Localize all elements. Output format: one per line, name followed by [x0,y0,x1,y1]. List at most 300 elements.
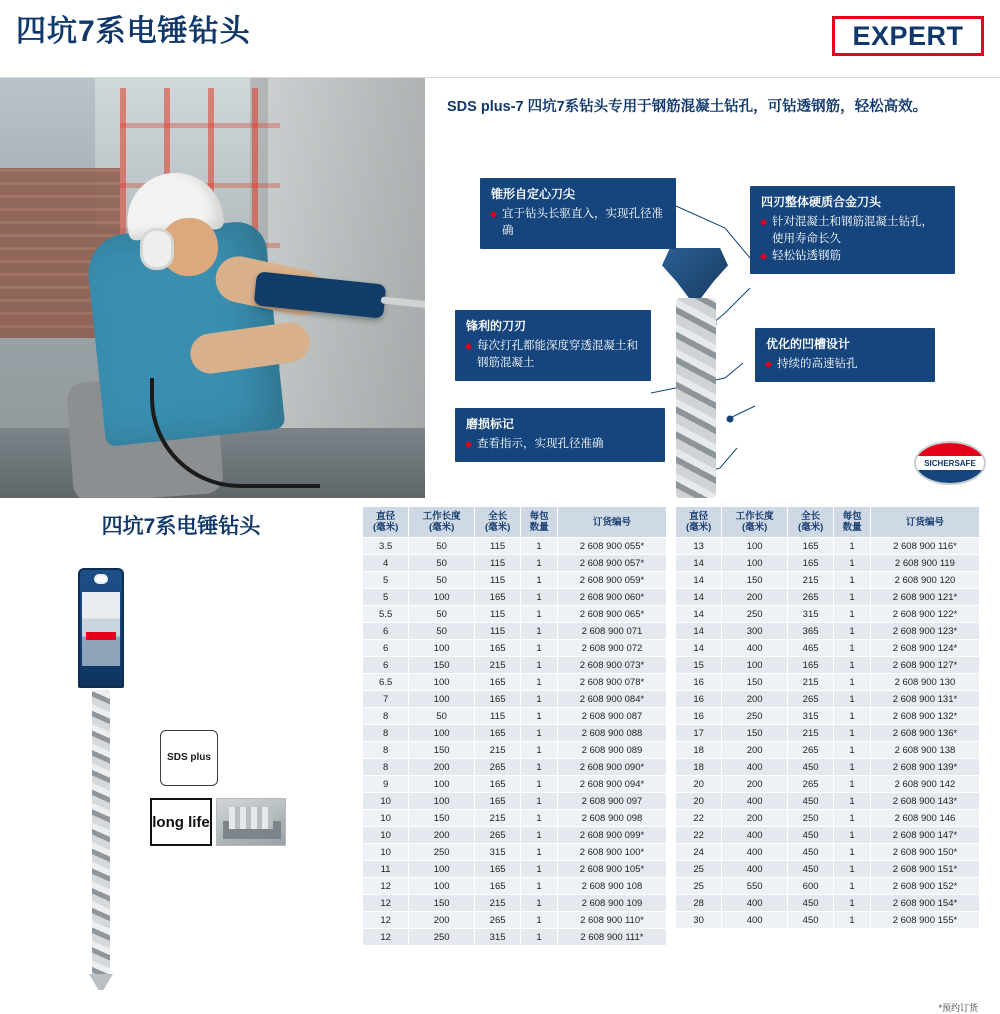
cell-value: 115 [474,555,520,572]
cell-value: 1 [521,861,558,878]
cell-order-number: 2 608 900 071 [557,623,666,640]
hero-info [425,78,1000,498]
table-row [676,725,980,742]
cell-value: 1 [521,742,558,759]
table-row [363,793,667,810]
cell-value: 315 [474,844,520,861]
cell-value: 1 [834,895,871,912]
cell-order-number: 2 608 900 155* [870,912,979,929]
cell-value: 1 [834,623,871,640]
cell-value: 115 [474,538,520,555]
cell-value: 20 [676,776,722,793]
cell-value: 1 [834,878,871,895]
cell-value: 14 [676,589,722,606]
table-row [363,708,667,725]
cell-value: 200 [409,827,475,844]
cell-value: 100 [409,776,475,793]
product-image [0,540,362,980]
cell-value: 14 [676,606,722,623]
table-row [363,538,667,555]
table-row [676,827,980,844]
table-row [676,708,980,725]
cell-value: 400 [722,759,788,776]
cell-value: 16 [676,708,722,725]
cell-value: 450 [787,861,833,878]
cell-order-number: 2 608 900 123* [870,623,979,640]
table-row [363,691,667,708]
cell-value: 165 [787,657,833,674]
cell-order-number: 2 608 900 110* [557,912,666,929]
cell-value: 1 [834,708,871,725]
cell-order-number: 2 608 900 097 [557,793,666,810]
cell-value: 115 [474,708,520,725]
table-row [363,912,667,929]
col-working-length: 工作长度 (毫米) [409,507,475,538]
cell-value: 1 [521,623,558,640]
cell-value: 20 [676,793,722,810]
cell-value: 365 [787,623,833,640]
cell-value: 100 [722,555,788,572]
cell-value: 400 [722,912,788,929]
cell-value: 165 [474,691,520,708]
cell-value: 315 [787,606,833,623]
cell-order-number: 2 608 900 143* [870,793,979,810]
cell-value: 1 [521,606,558,623]
col-working-length: 工作长度 (毫米) [722,507,788,538]
callout-bullet: 每次打孔都能深度穿透混凝土和钢筋混凝土 [466,338,640,372]
callout-bullet: 轻松钻透钢筋 [761,248,944,265]
cell-order-number: 2 608 900 121* [870,589,979,606]
cell-value: 450 [787,895,833,912]
cell-value: 115 [474,606,520,623]
product-pane [0,498,362,1000]
cell-order-number: 2 608 900 151* [870,861,979,878]
cell-value: 1 [834,827,871,844]
cell-value: 1 [521,844,558,861]
cell-value: 115 [474,623,520,640]
cell-value: 215 [787,725,833,742]
col-order-number: 订货编号 [870,507,979,538]
table-row [363,623,667,640]
cell-value: 1 [834,742,871,759]
cell-order-number: 2 608 900 124* [870,640,979,657]
cell-order-number: 2 608 900 105* [557,861,666,878]
cell-value: 150 [409,895,475,912]
cell-value: 115 [474,572,520,589]
cell-value: 100 [409,589,475,606]
callout-edges [455,310,651,381]
table-row [363,759,667,776]
callout-tip [480,178,676,249]
lower-section [0,498,1000,1013]
brand-label: EXPERT [852,20,964,51]
cell-value: 1 [521,827,558,844]
page-title: 四坑7系电锤钻头 [16,15,251,48]
cell-value: 315 [474,929,520,946]
cell-value: 1 [834,691,871,708]
cell-value: 1 [834,759,871,776]
table-row [676,657,980,674]
cell-value: 6 [363,640,409,657]
callout-bullet: 针对混凝土和钢筋混凝土钻孔，使用寿命长久 [761,214,944,248]
cell-value: 215 [474,657,520,674]
cell-value: 400 [722,844,788,861]
cell-value: 1 [521,640,558,657]
cell-value: 50 [409,606,475,623]
cell-value: 400 [722,793,788,810]
cell-value: 10 [363,844,409,861]
cell-order-number: 2 608 900 057* [557,555,666,572]
cell-value: 16 [676,691,722,708]
cell-value: 22 [676,827,722,844]
cell-value: 165 [474,776,520,793]
table-row [676,895,980,912]
col-total-length: 全长 (毫米) [474,507,520,538]
cell-value: 215 [787,572,833,589]
callout-carbide-head [750,186,955,274]
cell-value: 1 [834,555,871,572]
cell-value: 450 [787,912,833,929]
table-row [363,878,667,895]
cell-order-number: 2 608 900 142 [870,776,979,793]
cell-value: 1 [521,674,558,691]
cell-value: 215 [474,742,520,759]
cell-value: 100 [409,674,475,691]
cell-value: 8 [363,708,409,725]
table-row [363,895,667,912]
cell-value: 18 [676,759,722,776]
table-row [676,589,980,606]
cell-order-number: 2 608 900 119 [870,555,979,572]
product-drill-bit [92,690,110,980]
table-row [363,929,667,946]
cell-value: 165 [474,640,520,657]
table-row [363,742,667,759]
spec-table-left [362,506,667,946]
cell-order-number: 2 608 900 090* [557,759,666,776]
callout-bullet: 查看指示，实现孔径准确 [466,436,654,453]
table-row [363,555,667,572]
cell-order-number: 2 608 900 132* [870,708,979,725]
cell-value: 5 [363,572,409,589]
cell-order-number: 2 608 900 060* [557,589,666,606]
table-header-row [363,507,667,538]
cell-value: 165 [474,725,520,742]
brand-logo [832,16,984,56]
cell-value: 16 [676,674,722,691]
cell-value: 1 [834,674,871,691]
table-row [363,572,667,589]
cell-value: 5.5 [363,606,409,623]
cell-value: 1 [834,912,871,929]
cell-value: 450 [787,827,833,844]
cell-order-number: 2 608 900 154* [870,895,979,912]
cell-value: 315 [787,708,833,725]
cell-value: 165 [474,861,520,878]
cell-value: 265 [787,742,833,759]
cell-order-number: 2 608 900 109 [557,895,666,912]
cell-value: 9 [363,776,409,793]
cell-value: 100 [409,725,475,742]
cell-value: 1 [521,538,558,555]
cell-value: 1 [521,572,558,589]
cell-value: 1 [834,844,871,861]
cell-value: 22 [676,810,722,827]
table-row [676,776,980,793]
cell-value: 200 [722,742,788,759]
table-row [676,691,980,708]
spec-table-right-wrap [675,506,980,1013]
cell-order-number: 2 608 900 098 [557,810,666,827]
callout-title: 优化的凹槽设计 [766,337,851,351]
cell-value: 28 [676,895,722,912]
table-row [363,606,667,623]
table-row [676,810,980,827]
cell-order-number: 2 608 900 130 [870,674,979,691]
table-row [676,640,980,657]
callout-title: 锥形自定心刀尖 [491,187,576,201]
callout-bullet: 持续的高速钻孔 [766,356,924,373]
cell-order-number: 2 608 900 127* [870,657,979,674]
cell-value: 215 [474,895,520,912]
spec-table-right-body [676,538,980,929]
cell-value: 1 [521,555,558,572]
table-header-row [676,507,980,538]
col-pack-qty: 每包 数量 [834,507,871,538]
machine-thumbnail [216,798,286,846]
table-row [363,657,667,674]
cell-value: 1 [521,912,558,929]
spec-table-right [675,506,980,929]
cell-value: 450 [787,844,833,861]
cell-value: 165 [474,793,520,810]
cell-value: 1 [521,878,558,895]
cell-value: 50 [409,572,475,589]
cell-value: 50 [409,538,475,555]
sds-plus-badge [160,730,218,786]
sds-plus-label: SDS plus [167,752,211,763]
cell-value: 100 [722,657,788,674]
long-life-label: long life [152,813,210,831]
cell-value: 550 [722,878,788,895]
cell-value: 50 [409,623,475,640]
cell-order-number: 2 608 900 084* [557,691,666,708]
table-row [363,861,667,878]
sichersafe-seal [914,438,986,488]
cell-value: 215 [474,810,520,827]
cell-value: 165 [787,555,833,572]
cell-value: 1 [834,810,871,827]
package-hang-hole [94,574,108,584]
cell-value: 100 [409,640,475,657]
cell-value: 100 [409,691,475,708]
cell-order-number: 2 608 900 055* [557,538,666,555]
cell-order-number: 2 608 900 078* [557,674,666,691]
cell-value: 450 [787,793,833,810]
cell-value: 150 [409,657,475,674]
cell-value: 15 [676,657,722,674]
callout-title: 磨损标记 [466,417,515,431]
cell-value: 1 [834,793,871,810]
col-pack-qty: 每包 数量 [521,507,558,538]
cell-value: 3.5 [363,538,409,555]
cell-value: 150 [722,725,788,742]
cell-value: 1 [834,861,871,878]
cell-value: 12 [363,912,409,929]
cell-value: 24 [676,844,722,861]
cell-value: 11 [363,861,409,878]
spec-table-left-wrap [362,506,667,1000]
cell-value: 1 [834,589,871,606]
col-total-length: 全长 (毫米) [787,507,833,538]
page-header [0,0,1000,78]
cell-value: 465 [787,640,833,657]
cell-value: 18 [676,742,722,759]
table-row [676,793,980,810]
cell-value: 250 [409,929,475,946]
cell-value: 1 [521,657,558,674]
table-row [363,827,667,844]
table-row [363,589,667,606]
cell-value: 1 [834,606,871,623]
cell-value: 265 [787,691,833,708]
cell-order-number: 2 608 900 065* [557,606,666,623]
cell-value: 1 [521,810,558,827]
table-row [676,623,980,640]
cell-value: 1 [834,538,871,555]
cell-value: 265 [474,827,520,844]
cell-order-number: 2 608 900 139* [870,759,979,776]
cell-value: 200 [409,759,475,776]
spec-tables [362,498,1000,1013]
cell-value: 1 [521,793,558,810]
cell-value: 1 [521,759,558,776]
cell-order-number: 2 608 900 131* [870,691,979,708]
table-footnote: *预约订货 [938,1003,978,1013]
cell-value: 165 [474,878,520,895]
cell-value: 1 [521,895,558,912]
cell-order-number: 2 608 900 138 [870,742,979,759]
cell-order-number: 2 608 900 072 [557,640,666,657]
cell-value: 1 [834,725,871,742]
callout-flute-design [755,328,935,382]
cell-value: 50 [409,555,475,572]
cell-order-number: 2 608 900 150* [870,844,979,861]
table-row [676,861,980,878]
table-row [363,810,667,827]
cell-value: 400 [722,895,788,912]
callout-wear-marker [455,408,665,462]
cell-value: 165 [474,589,520,606]
cell-value: 100 [722,538,788,555]
callout-title: 四刃整体硬质合金刀头 [761,195,882,209]
table-row [363,640,667,657]
hero-section [0,78,1000,498]
cell-value: 10 [363,810,409,827]
cell-value: 250 [722,606,788,623]
cell-value: 5 [363,589,409,606]
callout-bullet: 宜于钻头长驱直入，实现孔径准确 [491,206,665,240]
cell-value: 12 [363,878,409,895]
cell-value: 13 [676,538,722,555]
cell-value: 200 [409,912,475,929]
cell-value: 8 [363,725,409,742]
cell-order-number: 2 608 900 100* [557,844,666,861]
cell-value: 400 [722,827,788,844]
cell-value: 17 [676,725,722,742]
cell-order-number: 2 608 900 088 [557,725,666,742]
cell-order-number: 2 608 900 099* [557,827,666,844]
package-label [82,592,120,666]
product-title: 四坑7系电锤钻头 [101,515,261,538]
cell-value: 100 [409,878,475,895]
cell-order-number: 2 608 900 122* [870,606,979,623]
table-row [676,878,980,895]
table-row [676,742,980,759]
cell-value: 14 [676,555,722,572]
cell-value: 14 [676,623,722,640]
cell-value: 12 [363,895,409,912]
table-row [676,912,980,929]
cell-order-number: 2 608 900 094* [557,776,666,793]
cell-value: 215 [787,674,833,691]
cell-order-number: 2 608 900 111* [557,929,666,946]
cell-value: 150 [722,674,788,691]
cell-value: 1 [521,708,558,725]
cell-value: 600 [787,878,833,895]
callout-title: 锋利的刀刃 [466,319,527,333]
cell-value: 25 [676,861,722,878]
cell-value: 250 [787,810,833,827]
cell-value: 100 [409,793,475,810]
cell-value: 150 [409,742,475,759]
cell-value: 200 [722,691,788,708]
cell-value: 150 [722,572,788,589]
cell-order-number: 2 608 900 087 [557,708,666,725]
cell-value: 165 [474,674,520,691]
table-row [676,572,980,589]
cell-value: 150 [409,810,475,827]
cell-value: 4 [363,555,409,572]
spec-table-left-body [363,538,667,946]
sichersafe-label: SICHERSAFE [924,458,976,468]
cell-value: 1 [521,776,558,793]
cell-value: 165 [787,538,833,555]
cell-value: 100 [409,861,475,878]
photo-ear-protection [140,228,174,270]
cell-order-number: 2 608 900 116* [870,538,979,555]
table-row [676,844,980,861]
table-row [363,674,667,691]
cell-value: 250 [409,844,475,861]
cell-value: 14 [676,640,722,657]
cell-value: 1 [521,589,558,606]
col-diameter: 直径 (毫米) [363,507,409,538]
table-row [363,844,667,861]
cell-value: 8 [363,742,409,759]
col-order-number: 订货编号 [557,507,666,538]
cell-value: 400 [722,861,788,878]
table-row [363,725,667,742]
cell-value: 400 [722,640,788,657]
table-row [363,776,667,793]
table-row [676,538,980,555]
cell-value: 200 [722,810,788,827]
drill-bit-shaft [676,298,716,498]
cell-value: 1 [521,725,558,742]
cell-value: 10 [363,827,409,844]
long-life-badge [150,798,212,846]
